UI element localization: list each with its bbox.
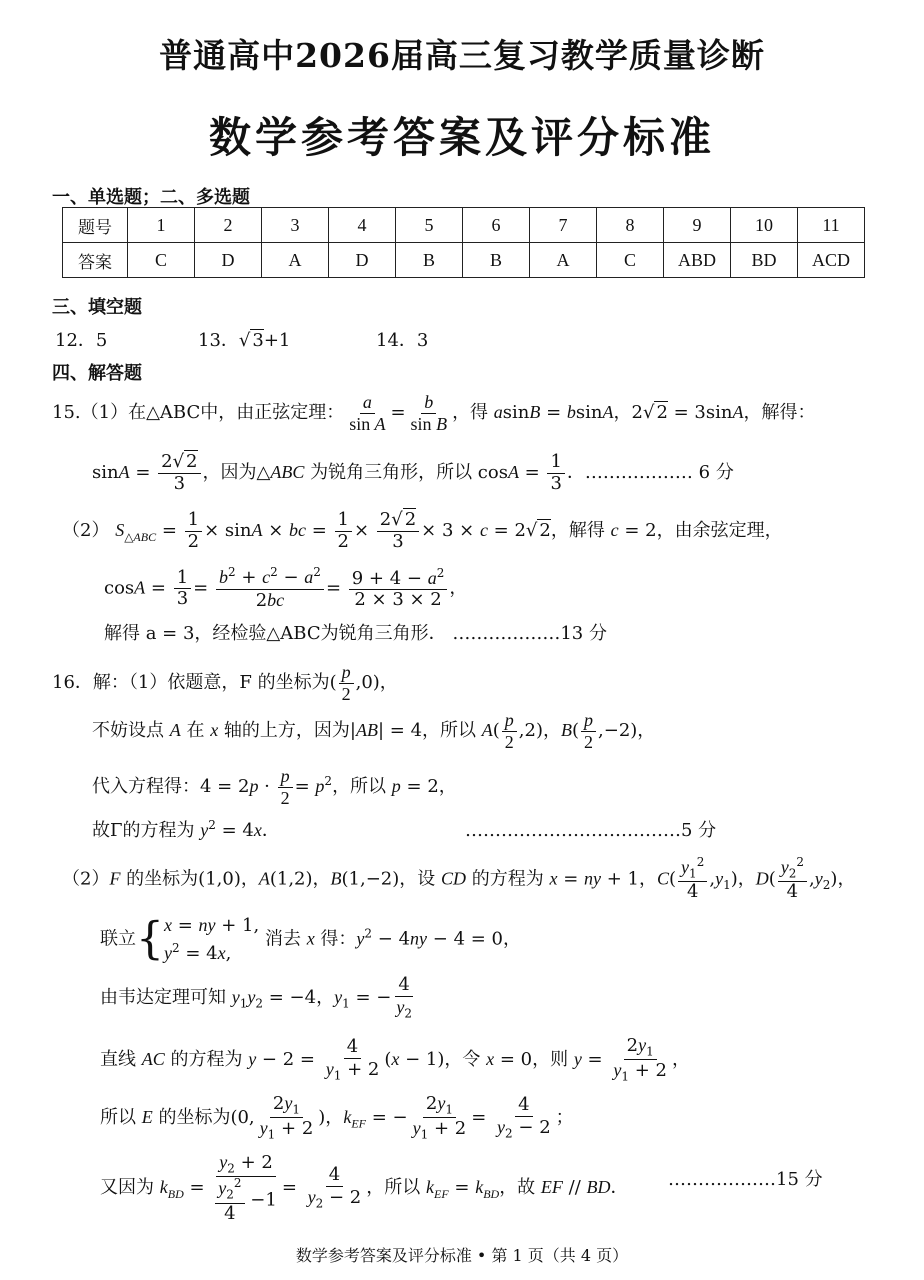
q16-part2-conclusion: 又因为 $k_{BD}$ = $y_2 + 2$ $\frac{y_2^2}{4}$ −1 = $\frac{4}{y_2 - 2}$ ，所以 $k_{EF} = k_{BD}$，故 EF // BD． — [100, 1152, 629, 1224]
answer-table — [62, 207, 865, 278]
page-footer: 数学参考答案及评分标准 • 第 1 页（共 4 页） — [295, 1246, 629, 1265]
q16-part2-point-e: 所以 E 的坐标为(0, $\frac{2y_1}{y_1 + 2}$ )，$k_{EF}$ = − $\frac{2y_1}{y_1 + 2}$ = $\frac{4}{y_2 - 2}$ ； — [100, 1093, 574, 1142]
table-cell: ABD — [664, 243, 731, 278]
q16-part2-line-ac: 直线 AC 的方程为 y − 2 = $\frac{4}{y_1 + 2}$ (x − 1)，令 x = 0，则 y = $\frac{2y_1}{y_1 + 2}$ ， — [100, 1035, 690, 1084]
q16-part1-score: ………………………………5 分 — [465, 820, 717, 841]
table-row — [63, 243, 865, 278]
table-cell: 9 — [664, 208, 731, 243]
table-cell: D — [329, 243, 396, 278]
section-heading-fill: 三、填空题 — [52, 297, 142, 318]
q16-part1-line3: 代入方程得：4 = 2p · $\frac{p}{2}$ = $p^2$，所以 p = 2， — [92, 766, 457, 808]
q16-part2-system: 联立{ x = ny + 1, $y^2 = 4x$, 消去 x 得：$y^2 - 4ny - 4 = 0$， — [100, 913, 522, 965]
section-heading-solve: 四、解答题 — [52, 363, 142, 384]
fill-answer-14: 14．3 — [376, 330, 429, 351]
q16-part1-line2: 不妨设点 A 在 x 轴的上方，因为|AB| = 4，所以 A( $\frac{p}{2}$ ,2)，B( $\frac{p}{2}$ ,−2)， — [92, 710, 656, 752]
table-cell: 2 — [195, 208, 262, 243]
q16-part2-vieta: 由韦达定理可知 $y_1y_2 = -4$，$y_1$ = − $\frac{4}{y_2}$ — [100, 974, 412, 1021]
score-5: 5 分 — [681, 820, 717, 841]
table-cell: A — [262, 243, 329, 278]
table-cell: 5 — [396, 208, 463, 243]
table-cell: B — [463, 243, 530, 278]
row-label: 答案 — [63, 243, 128, 278]
table-cell: 10 — [731, 208, 798, 243]
table-cell: A — [530, 243, 597, 278]
score-15: 15 分 — [776, 1169, 823, 1190]
table-cell: 3 — [262, 208, 329, 243]
table-cell: 7 — [530, 208, 597, 243]
page-subtitle: 数学参考答案及评分标准 — [208, 113, 715, 162]
table-cell: BD — [731, 243, 798, 278]
fill-answer-12: 12．5 — [55, 330, 108, 351]
table-cell: D — [195, 243, 262, 278]
q15-part2-line1: （2） $S_{\triangle ABC}$ = $\frac{1}{2}$ × sinA × bc = $\frac{1}{2}$ × $\frac{2√ 2}{3}$ × 3 × c = 2√ 2，解得 c = 2，由余弦定理， — [62, 509, 783, 552]
table-row — [63, 208, 865, 243]
score-6: 6 分 — [698, 462, 734, 484]
table-cell: B — [396, 243, 463, 278]
table-cell: 1 — [128, 208, 195, 243]
table-cell: 6 — [463, 208, 530, 243]
q16-part2-score: ………………15 分 — [668, 1169, 823, 1190]
q16-part1-line1: 16．解：（1）依题意，F 的坐标为( $\frac{p}{2}$ ,0)， — [52, 662, 398, 704]
q15-part2-line3: 解得 a = 3，经检验△ABC为锐角三角形． ………………13 分 — [104, 623, 607, 644]
table-cell: 4 — [329, 208, 396, 243]
q15-part2-line2: cosA = $\frac{1}{3}$ = $\frac{b^2 + c^2 - a^2}{2bc}$ = $\frac{9 + 4 - a^2}{2 \times 3 \times 2}$ ， — [104, 565, 468, 611]
fill-answer-13: 13．√ 3+1 — [198, 330, 291, 351]
table-cell: C — [597, 243, 664, 278]
table-cell: 11 — [798, 208, 865, 243]
table-cell: 8 — [597, 208, 664, 243]
score-13: 13 分 — [560, 623, 607, 644]
q15-part1-line2: sinA = $\frac{2√ 2}{3}$ ，因为△ABC 为锐角三角形，所以 cosA = $\frac{1}{3}$ ．……………… 6 分 — [92, 451, 734, 494]
table-cell: C — [128, 243, 195, 278]
page-title: 普通高中2026届高三复习教学质量诊断 — [159, 36, 765, 75]
section-heading-choice: 一、单选题；二、多选题 — [52, 187, 250, 208]
q16-part2-line1: （2）F 的坐标为(1,0)，A(1,2)，B(1,−2)，设 CD 的方程为 x = ny + 1，C( $\frac{y_1^2}{4}$ $,y_1$)，D( $\frac{y_2^2}{4}$ $,y_2$)， — [62, 855, 856, 903]
q16-part1-line4: 故Γ的方程为 $y^2 = 4x$． — [92, 818, 280, 841]
table-cell: ACD — [798, 243, 865, 278]
row-label: 题号 — [63, 208, 128, 243]
q15-part1-line1: 15.（1）在△ABC中，由正弦定理： $\frac{a}{\text{sin A}}$ = $\frac{b}{\text{sin B}}$ ，得 asinB = bsinA，2√ 2 = 3sinA，解得： — [52, 392, 816, 434]
